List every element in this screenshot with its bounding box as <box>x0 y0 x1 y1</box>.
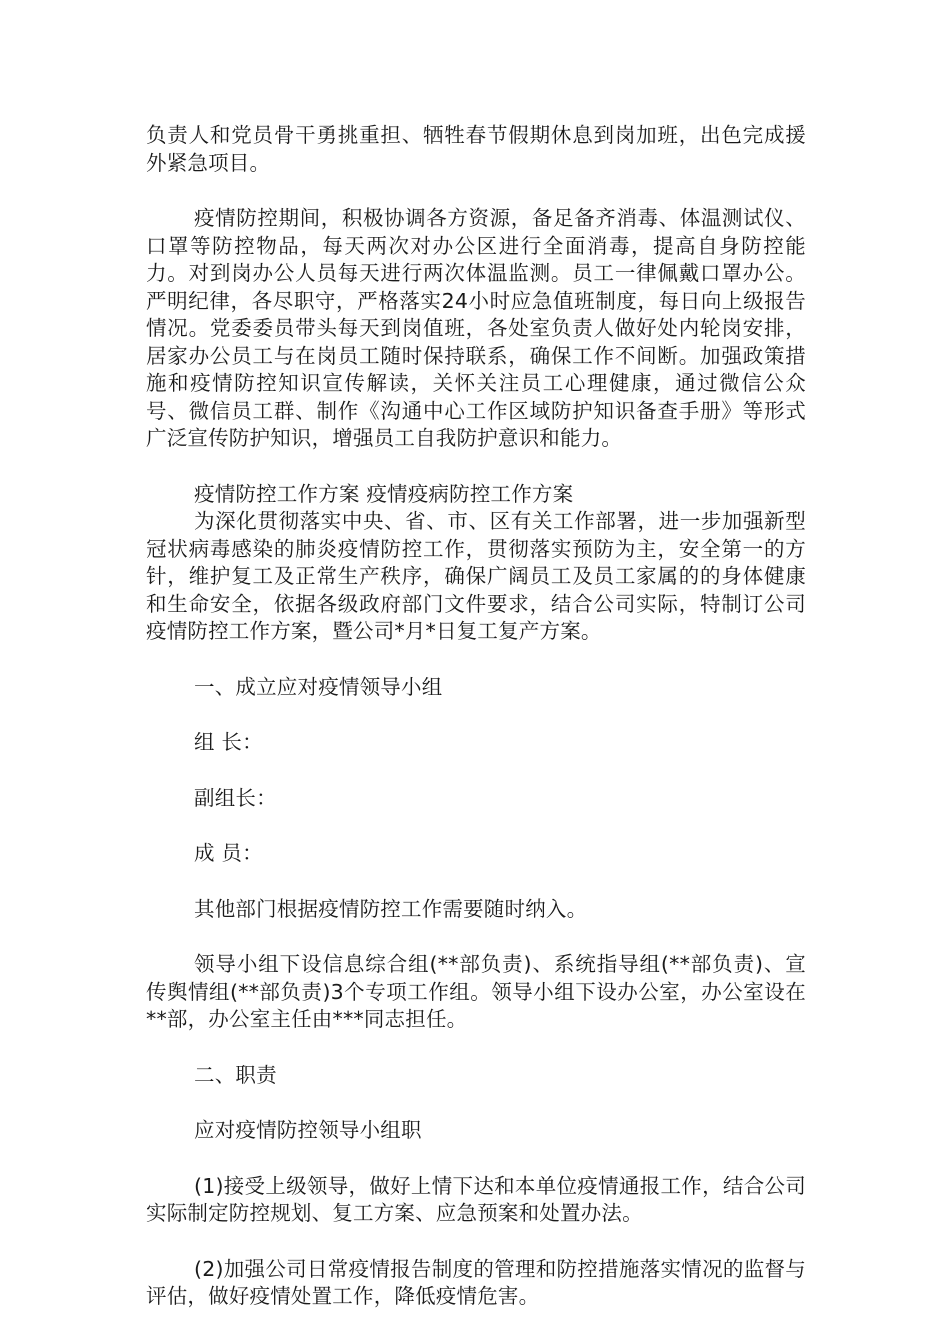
members-line: 成 员： <box>194 841 263 865</box>
subheading: 应对疫情防控领导小组职 <box>194 1118 422 1142</box>
document-body <box>146 122 806 1311</box>
heading-1: 一、成立应对疫情领导小组 <box>194 674 443 699</box>
paragraph-2: 疫情防控期间，积极协调各方资源，备足备齐消毒、体温测试仪、口罩等防控物品，每天两次对办公区进行全面消毒，提高自身防控能力。对到岗办公人员每天进行两次体温监测。员工一律佩戴口罩办公。严明纪律，各尽职守，严格落实24小时应急值班制度，每日向上级报告情况。党委委员带头每天到岗值班，各处室负责人做好处内轮岗安排，居家办公员工与在岗员工随时保持联系，确保工作不间断。加强政策措施和疫情防控知识宣传解读，关怀关注员工心理健康，通过微信公众号、微信员工群、制作《沟通中心工作区域防护知识备查手册》等形式广泛宣传防护知识，增强员工自我防护意识和能力。 <box>146 206 806 450</box>
paragraph-1: 负责人和党员骨干勇挑重担、牺牲春节假期休息到岗加班，出色完成援外紧急项目。 <box>146 123 806 175</box>
paragraph-4: 其他部门根据疫情防控工作需要随时纳入。 <box>194 896 588 921</box>
paragraph-5: 领导小组下设信息综合组(**部负责)、系统指导组(**部负责)、宣传舆情组(**部负责)3个专项工作组。领导小组下设办公室，办公室设在**部，办公室主任由***同志担任。 <box>146 952 806 1031</box>
heading-2: 二、职责 <box>194 1062 277 1087</box>
duty-item-2: (2)加强公司日常疫情报告制度的管理和防控措施落实情况的监督与评估，做好疫情处置工作，降低疫情危害。 <box>146 1256 806 1308</box>
deputy-leader-line: 副组长： <box>194 785 277 810</box>
paragraph-3: 为深化贯彻落实中央、省、市、区有关工作部署，进一步加强新型冠状病毒感染的肺炎疫情防控工作，贯彻落实预防为主，安全第一的方针，维护复工及正常生产秩序，确保广阔员工及员工家属的的身体健康和生命安全，依据各级政府部门文件要求，结合公司实际，特制订公司疫情防控工作方案，暨公司*月*日复工复产方案。 <box>146 509 806 643</box>
leader-line: 组 长： <box>194 730 263 754</box>
duty-item-1: (1)接受上级领导，做好上情下达和本单位疫情通报工作，结合公司实际制定防控规划、复工方案、应急预案和处置办法。 <box>146 1173 806 1225</box>
section-title: 疫情防控工作方案 疫情疫病防控工作方案 <box>194 481 574 506</box>
